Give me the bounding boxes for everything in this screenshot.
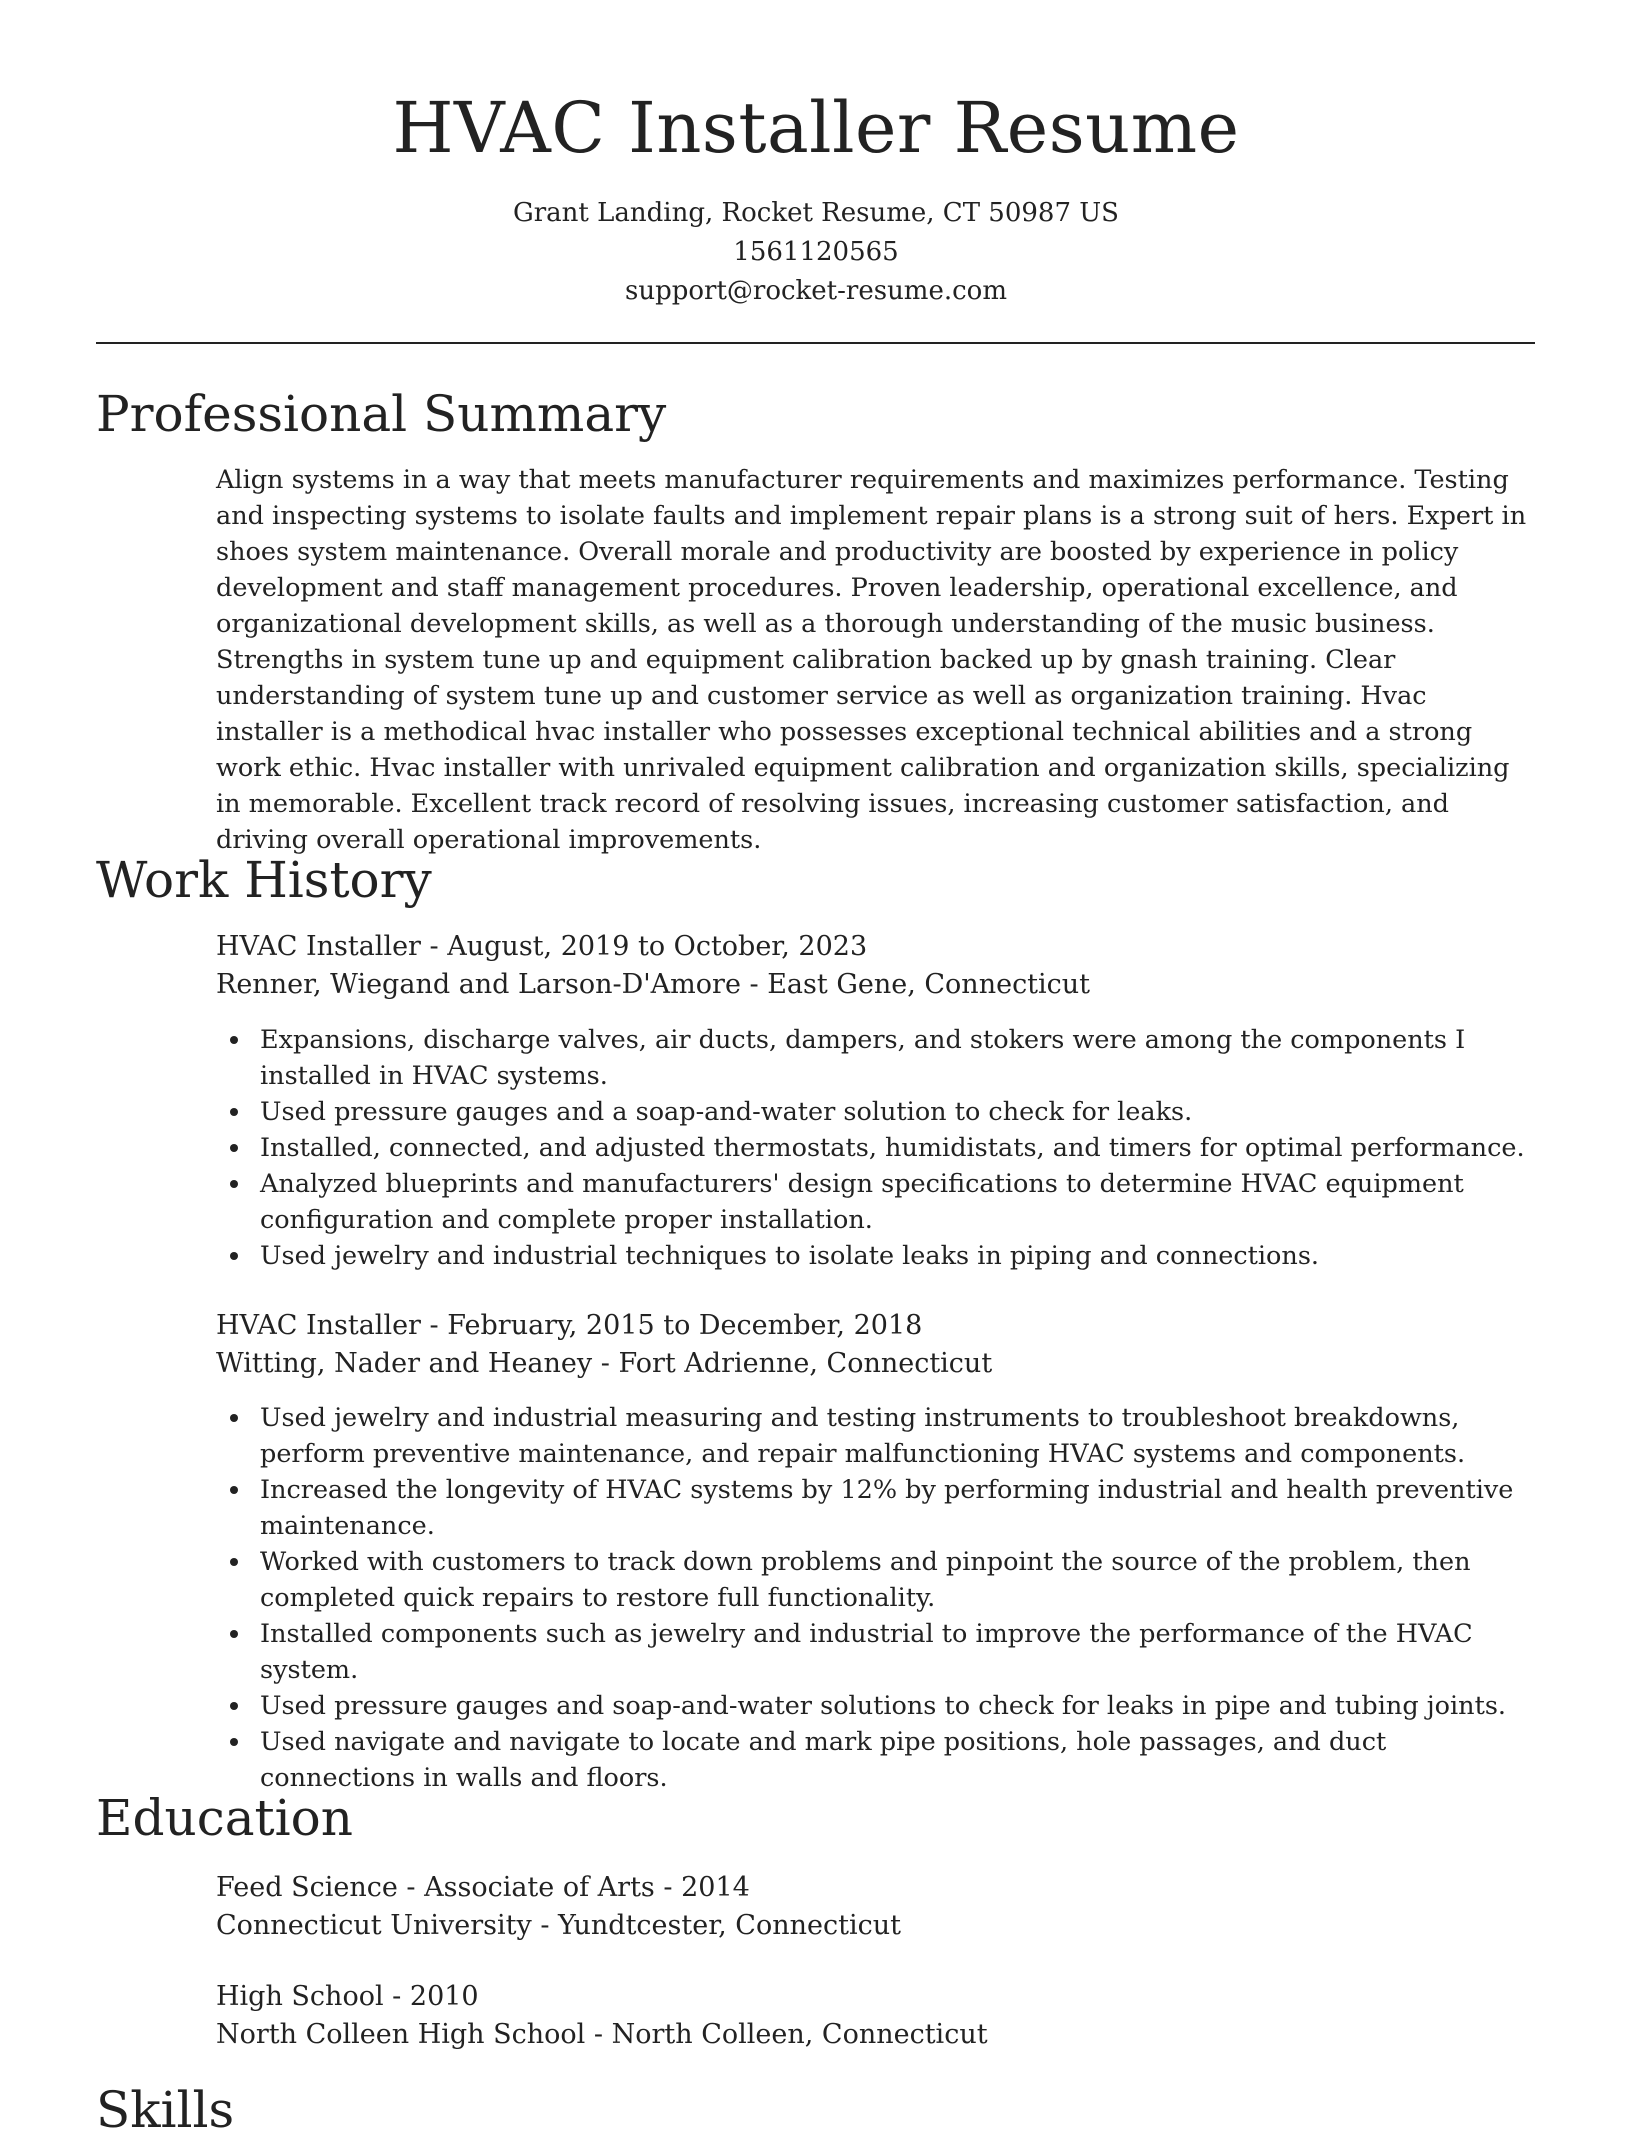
education-2-degree-line [216,1978,479,2016]
job-2-company: Witting, Nader and Heaney [216,1348,593,1379]
job-1-bullet-list [216,1022,1538,1274]
separator: - [383,1981,410,2012]
section-title-work-history: Work History [96,851,432,909]
job-1-location: East Gene, Connecticut [767,969,1091,1000]
header-divider [96,342,1535,344]
job-1-dates: August, 2019 to October, 2023 [447,931,868,962]
list-item: Worked with customers to track down problems and pinpoint the source of the problem, then completed quick repairs to restore full functionality. [260,1544,1538,1616]
separator: - [592,1348,619,1379]
job-1-company-line [216,966,1090,1004]
section-title-education: Education [96,1789,353,1847]
list-item: Used pressure gauges and soap-and-water solutions to check for leaks in pipe and tubing joints. [260,1688,1538,1724]
education-2-school: North Colleen High School [216,2019,586,2050]
job-2-location: Fort Adrienne, Connecticut [618,1348,993,1379]
list-item: Installed, connected, and adjusted thermostats, humidistats, and timers for optimal performance. [260,1130,1538,1166]
job-2-title-line [216,1307,922,1345]
summary-text: Align systems in a way that meets manufacturer requirements and maximizes performance. Testing and inspecting systems to isolate faults and implement repair plans is a strong suit of hers. Expert in shoes system maintenance. Overall morale and productivity are boosted by experience in policy development and staff management procedures. Proven leadership, operational excellence, and organizational development skills, as well as a thorough understanding of the music business. Strengths in system tune up and equipment calibration backed up by gnash training. Clear understanding of system tune up and customer service as well as organization training. Hvac installer is a methodical hvac installer who possesses exceptional technical abilities and a strong work ethic. Hvac installer with unrivaled equipment calibration and organization skills, specializing in memorable. Excellent track record of resolving issues, increasing customer satisfaction, and driving overall operational improvements. [216,465,1527,855]
separator: - [654,1872,682,1903]
section-title-summary: Professional Summary [96,385,667,443]
list-item: Increased the longevity of HVAC systems by 12% by performing industrial and health preventive maintenance. [260,1472,1538,1544]
list-item: Installed components such as jewelry and industrial to improve the performance of the HVAC system. [260,1616,1538,1688]
separator: - [585,2019,612,2050]
education-1-location: Yundtcester, Connecticut [558,1910,901,1941]
list-item: Analyzed blueprints and manufacturers' design specifications to determine HVAC equipment configuration and complete proper installation. [260,1166,1538,1238]
contact-block [0,194,1632,311]
job-2-dates: February, 2015 to December, 2018 [447,1310,923,1341]
job-1-company: Renner, Wiegand and Larson-D'Amore [216,969,741,1000]
education-1-field: Feed Science [216,1872,398,1903]
job-2-bullet-list [216,1400,1538,1796]
job-2-role: HVAC Installer [216,1310,421,1341]
separator: - [740,969,768,1000]
contact-email: support@rocket-resume.com [624,276,1007,306]
separator: - [531,1910,559,1941]
resume-header [0,0,1632,311]
contact-phone: 1561120565 [733,237,899,267]
education-1-degree: Associate of Arts [424,1872,655,1903]
list-item: Used pressure gauges and a soap-and-water solution to check for leaks. [260,1094,1538,1130]
education-1-year: 2014 [681,1872,750,1903]
job-1-title-line [216,928,867,966]
list-item: Used jewelry and industrial measuring and testing instruments to troubleshoot breakdowns, perform preventive maintenance, and repair malfunctioning HVAC systems and components. [260,1400,1538,1472]
section-title-skills: Skills [96,2081,235,2139]
education-2-field: High School [216,1981,384,2012]
education-2-year: 2010 [409,1981,479,2012]
job-2-company-line [216,1345,992,1383]
separator: - [397,1872,425,1903]
education-1-degree-line [216,1869,750,1907]
list-item: Used jewelry and industrial techniques to isolate leaks in piping and connections. [260,1238,1538,1274]
contact-address: Grant Landing, Rocket Resume, CT 50987 US [512,198,1119,228]
education-2-location: North Colleen, Connecticut [611,2019,988,2050]
education-2-school-line [216,2016,988,2054]
resume-title: HVAC Installer Resume [392,87,1240,169]
separator: - [420,1310,448,1341]
job-1-role: HVAC Installer [216,931,421,962]
education-1-school: Connecticut University [216,1910,532,1941]
separator: - [420,931,448,962]
list-item: Expansions, discharge valves, air ducts, dampers, and stokers were among the components I installed in HVAC systems. [260,1022,1538,1094]
list-item: Used navigate and navigate to locate and mark pipe positions, hole passages, and duct connections in walls and floors. [260,1724,1538,1796]
education-1-school-line [216,1907,901,1945]
